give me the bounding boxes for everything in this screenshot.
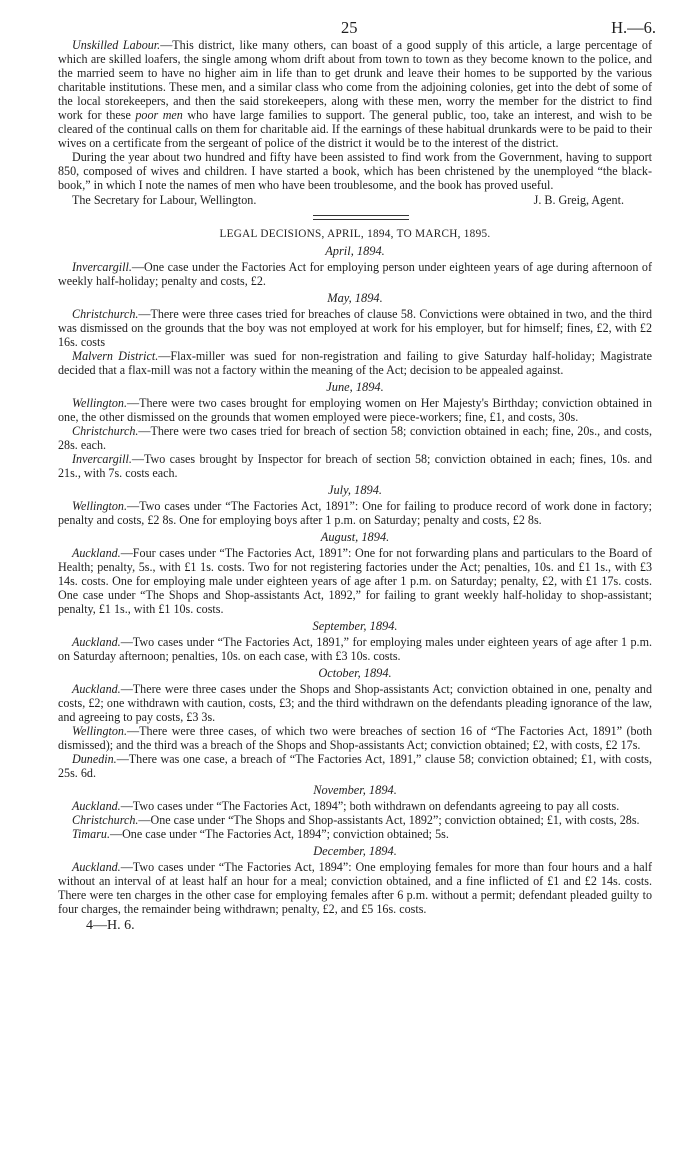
case-text: —There were three cases under the Shops and Shop-assistants Act; conviction obtained in one, penalty and costs, £2; one withdrawn with caution, costs, £3; and the third withdrawn on the defendants pleading ignorance of the law, and agreeing to pay costs, £3 3s.: [58, 682, 652, 724]
case-entry: [58, 635, 652, 663]
case-text: —There were two cases tried for breach of section 58; conviction obtained in each; fine, 20s., and costs, 28s. each.: [58, 424, 652, 452]
case-text: —Two cases under “The Factories Act, 1894”; both withdrawn on defendants agreeing to pay all costs.: [120, 799, 620, 813]
paragraph-heading: Unskilled Labour.: [72, 38, 161, 52]
case-location: Auckland.: [72, 682, 121, 696]
case-location: Timaru.: [72, 827, 110, 841]
agent-signature: J. B. Greig, Agent.: [533, 193, 624, 207]
case-entry: [58, 349, 652, 377]
case-entry: [58, 813, 652, 827]
case-text: —Two cases under “The Factories Act, 1894”: One employing females for more than four hours and a half without an interval of at least half an hour for a meal; conviction obtained, and a fine inflicted of £1 and £2 14s. costs. There were ten charges in the other case for employing females after 6 p.m. without a permit; defendant pleaded guilty to four charges, the remainder being withdrawn; penalty, £2, and £5 16s. costs.: [58, 860, 652, 916]
paragraph-text: —This district, like many others, can boast of a good supply of this article, a large percentage of which are skilled loafers, the single among whom drift about from town to town as they become known to the police, and the married seem to have no higher aim in life than to get drunk and leave their homes to be supported by the various charitable institutions. These men, and a similar class who come from the adjoining colonies, get into the debt of some of the local storekeepers, and then the said storekeepers, along with these men, worry the member for the district to find work for these: [58, 38, 652, 122]
case-text: —One case under “The Shops and Shop-assistants Act, 1892”; conviction obtained; £1, with costs, 28s.: [138, 813, 640, 827]
case-location: Auckland.: [72, 635, 121, 649]
case-location: Wellington.: [72, 396, 127, 410]
case-entry: [58, 752, 652, 780]
section-divider: [313, 215, 409, 220]
month-heading: August, 1894.: [320, 530, 390, 544]
month-heading: November, 1894.: [313, 783, 397, 797]
emphasis-text: poor men: [135, 108, 183, 122]
case-entry: [58, 546, 652, 616]
case-entry: [58, 724, 652, 752]
assistance-paragraph: During the year about two hundred and fifty have been assisted to find work from the Government, having to support 850, composed of wives and children. I have started a book, which has been christened by the unemployed “the black-book,” in which I note the names of men who have been troublesome, and the book has proved useful.: [58, 150, 652, 192]
case-text: —There was one case, a breach of “The Factories Act, 1891,” clause 58; conviction obtained; £1, with costs, 25s. 6d.: [58, 752, 652, 780]
case-location: Christchurch.: [72, 813, 139, 827]
case-location: Malvern District.: [72, 349, 159, 363]
case-text: —One case under “The Factories Act, 1894”; conviction obtained; 5s.: [109, 827, 449, 841]
case-text: —Flax-miller was sued for non-registration and failing to give Saturday half-holiday; Magistrate decided that a flax-mill was not a factory within the meaning of the Act; decision to be appealed against.: [58, 349, 652, 377]
case-text: —There were three cases, of which two were breaches of section 16 of “The Factories Act, 1891” (both dismissed); and the third was a breach of the Shops and Shop-assistants Act; conviction obtained; £2, with costs, £2 17s.: [58, 724, 652, 752]
signature-mark: 4—H. 6.: [86, 918, 135, 933]
case-location: Invercargill.: [72, 260, 132, 274]
case-entry: [58, 860, 652, 916]
case-entry: [58, 452, 652, 480]
month-heading: April, 1894.: [325, 244, 385, 258]
case-location: Auckland.: [72, 799, 121, 813]
case-location: Dunedin.: [72, 752, 117, 766]
legal-decisions: [58, 244, 652, 916]
page-number: 25: [341, 18, 358, 37]
case-entry: [58, 424, 652, 452]
unskilled-labour-paragraph: [58, 38, 652, 150]
case-location: Invercargill.: [72, 452, 132, 466]
case-entry: [58, 682, 652, 724]
case-entry: [58, 499, 652, 527]
month-heading: May, 1894.: [327, 291, 383, 305]
page-header: [58, 12, 656, 38]
case-location: Auckland.: [72, 860, 121, 874]
case-entry: [58, 827, 652, 841]
month-heading: June, 1894.: [326, 380, 384, 394]
month-heading: December, 1894.: [313, 844, 397, 858]
case-text: —Two cases brought by Inspector for breach of section 58; conviction obtained in each; fines, 10s. and 21s., with 7s. costs each.: [58, 452, 652, 480]
case-entry: [58, 799, 652, 813]
case-location: Wellington.: [72, 499, 127, 513]
case-text: —There were two cases brought for employing women on Her Majesty's Birthday; conviction obtained in one, the other dismissed on the grounds that women employed were piece-workers; fine, £1, and costs, 30s.: [58, 396, 652, 424]
document-page: [58, 12, 656, 934]
signature-line: [58, 192, 652, 211]
case-entry: [58, 260, 652, 288]
month-heading: October, 1894.: [318, 666, 392, 680]
case-text: —Four cases under “The Factories Act, 1891”: One for not forwarding plans and particulars to the Board of Health; penalty, 5s., with £1 1s. costs. Two for not registering factories under the Act; penalties, 10s. and £1 1s., with £3 14s. costs. One for employing male under eighteen years of age after 1 p.m. on Saturday; penalty, £2, with £1 17s. costs. One case under “The Shops and Shop-assistants Act, 1892,” for failing to grant weekly half-holiday to shop-assistant; penalty, £1 1s., with £1 10s. costs.: [58, 546, 652, 616]
case-entry: [58, 396, 652, 424]
addressee: The Secretary for Labour, Wellington.: [72, 193, 257, 207]
document-reference: H.—6.: [611, 18, 656, 37]
month-heading: September, 1894.: [312, 619, 398, 633]
paragraph-text: who have large families to support. The general public, too, take an interest, and wish to be cleared of the continual calls on them for charitable aid. If the earnings of these habitual drunkards were to be paid to their wives on a certificate from the sergeant of police of the district it would be to the interest of the district.: [58, 108, 652, 150]
case-entry: [58, 307, 652, 349]
case-text: —Two cases under “The Factories Act, 1891”: One for failing to produce record of work done in factory; penalty and costs, £2 8s. One for employing boys after 1 p.m. on Saturday; penalty and costs, £2 8s.: [58, 499, 652, 527]
month-heading: July, 1894.: [327, 483, 383, 497]
case-location: Auckland.: [72, 546, 121, 560]
section-title: LEGAL DECISIONS, APRIL, 1894, TO MARCH, 1895.: [219, 228, 491, 240]
case-location: Wellington.: [72, 724, 127, 738]
case-location: Christchurch.: [72, 307, 139, 321]
case-text: —There were three cases tried for breaches of clause 58. Convictions were obtained in two, and the third was dismissed on the grounds that the boy was not employed at work for his employer, but for himself; fines, £2, with £2 16s. costs: [58, 307, 652, 349]
case-text: —One case under the Factories Act for employing person under eighteen years of age during afternoon of weekly half-holiday; penalty and costs, £2.: [58, 260, 652, 288]
case-text: —Two cases under “The Factories Act, 1891,” for employing males under eighteen years of age after 1 p.m. on Saturday afternoon; penalties, 10s. on each case, with £3 10s. costs.: [58, 635, 652, 663]
case-location: Christchurch.: [72, 424, 139, 438]
